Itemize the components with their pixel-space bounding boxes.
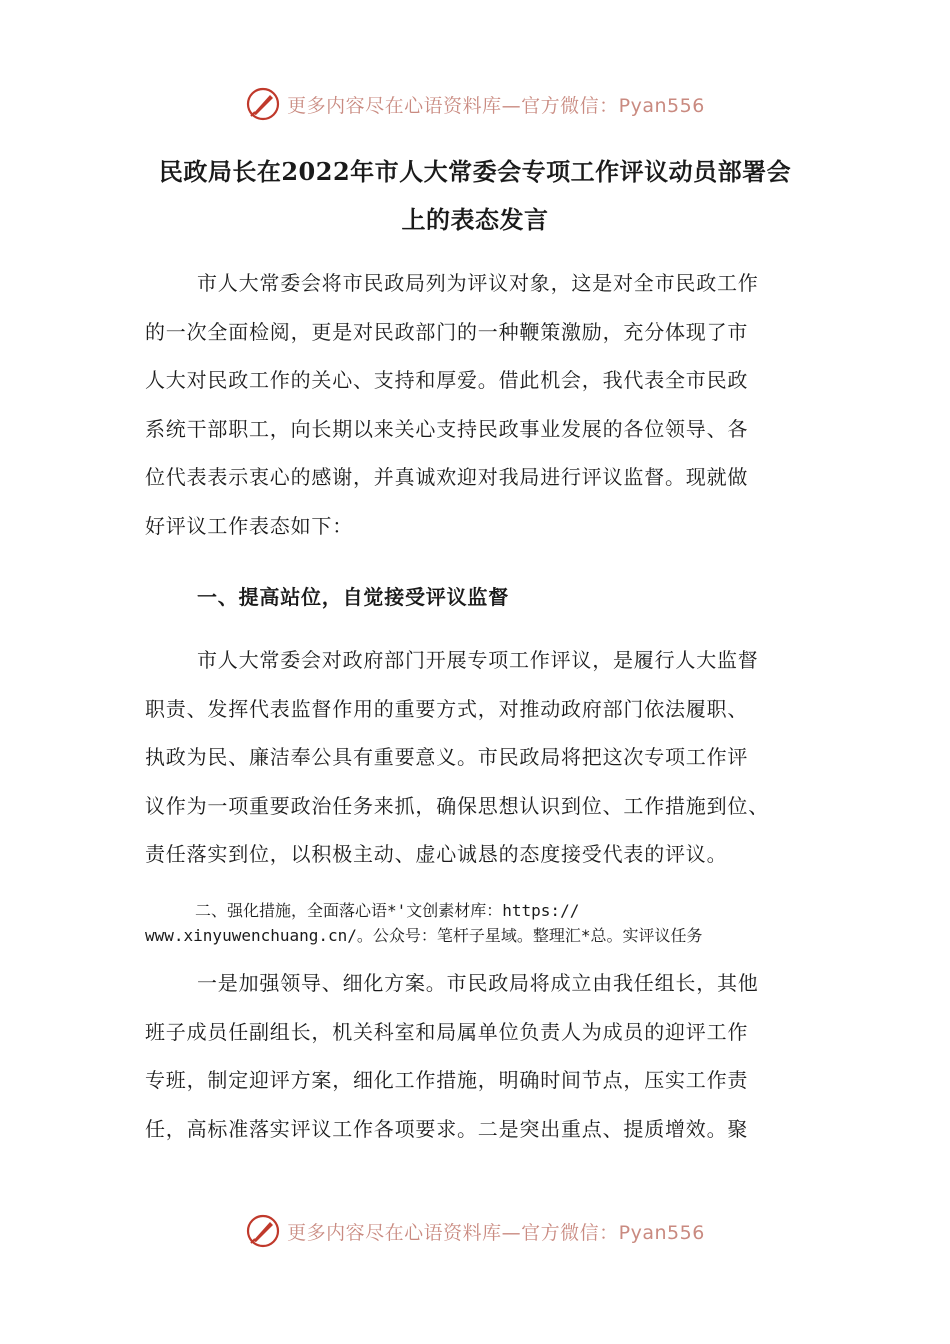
paragraph-intro: [145, 259, 810, 550]
text-line: 人大对民政工作的关心、支持和厚爱。借此机会，我代表全市民政: [145, 368, 749, 392]
text-line: 议作为一项重要政治任务来抓，确保思想认识到位、工作措施到位、: [145, 793, 769, 818]
text-line: 系统干部职工，向长期以来关心支持民政事业发展的各位领导、各: [145, 416, 749, 441]
text-line: 位代表表示衷心的感谢，并真诚欢迎对我局进行评议监督。现就做: [145, 465, 749, 489]
title-line: 民政局长在2022年市人大常委会专项工作评议动员部署会: [158, 157, 792, 186]
text-line: 市人大常委会对政府部门开展专项工作评议，是履行人大监督: [197, 648, 759, 672]
footer-watermark-banner: [0, 1207, 950, 1255]
text-line: 任，高标准落实评议工作各项要求。二是突出重点、提质增效。聚: [145, 1116, 749, 1141]
watermark-text: 更多内容尽在心语资料库—官方微信：Pyan556: [287, 1221, 705, 1244]
header-watermark-banner: [0, 80, 950, 128]
document-title: [120, 148, 830, 244]
text-line: www.xinyuwenchuang.cn/。公众号：笔杆子星域。整理汇*总。实评议任务: [145, 926, 703, 945]
text-line: 执政为民、廉洁奉公具有重要意义。市民政局将把这次专项工作评: [145, 745, 749, 769]
text-line: 市人大常委会将市民政局列为评议对象，这是对全市民政工作: [197, 271, 759, 295]
text-line: 职责、发挥代表监督作用的重要方式，对推动政府部门依法履职、: [145, 696, 749, 721]
text-line: 专班，制定迎评方案，细化工作措施，明确时间节点，压实工作责: [145, 1068, 749, 1092]
watermark-text: 更多内容尽在心语资料库—官方微信：Pyan556: [287, 94, 705, 117]
text-line: 责任落实到位，以积极主动、虚心诚恳的态度接受代表的评议。: [145, 842, 728, 866]
text-line: 班子成员任副组长，机关科室和局属单位负责人为成员的迎评工作: [145, 1019, 749, 1044]
paragraph-section-2: [145, 959, 810, 1153]
section-heading-1: 一、提高站位，自觉接受评议监督: [197, 585, 509, 609]
paragraph-section-1: [145, 636, 810, 879]
text-line: 的一次全面检阅，更是对民政部门的一种鞭策激励，充分体现了市: [145, 319, 749, 344]
section-heading-2: [145, 898, 845, 948]
text-line: 好评议工作表态如下：: [145, 513, 353, 538]
title-line: 上的表态发言: [401, 205, 549, 234]
text-line: 一是加强领导、细化方案。市民政局将成立由我任组长，其他: [197, 971, 759, 995]
quill-pen-logo-icon: [245, 1213, 281, 1249]
text-line: 二、强化措施，全面落心语*'文创素材库：https://: [195, 901, 580, 920]
quill-pen-logo-icon: [245, 86, 281, 122]
